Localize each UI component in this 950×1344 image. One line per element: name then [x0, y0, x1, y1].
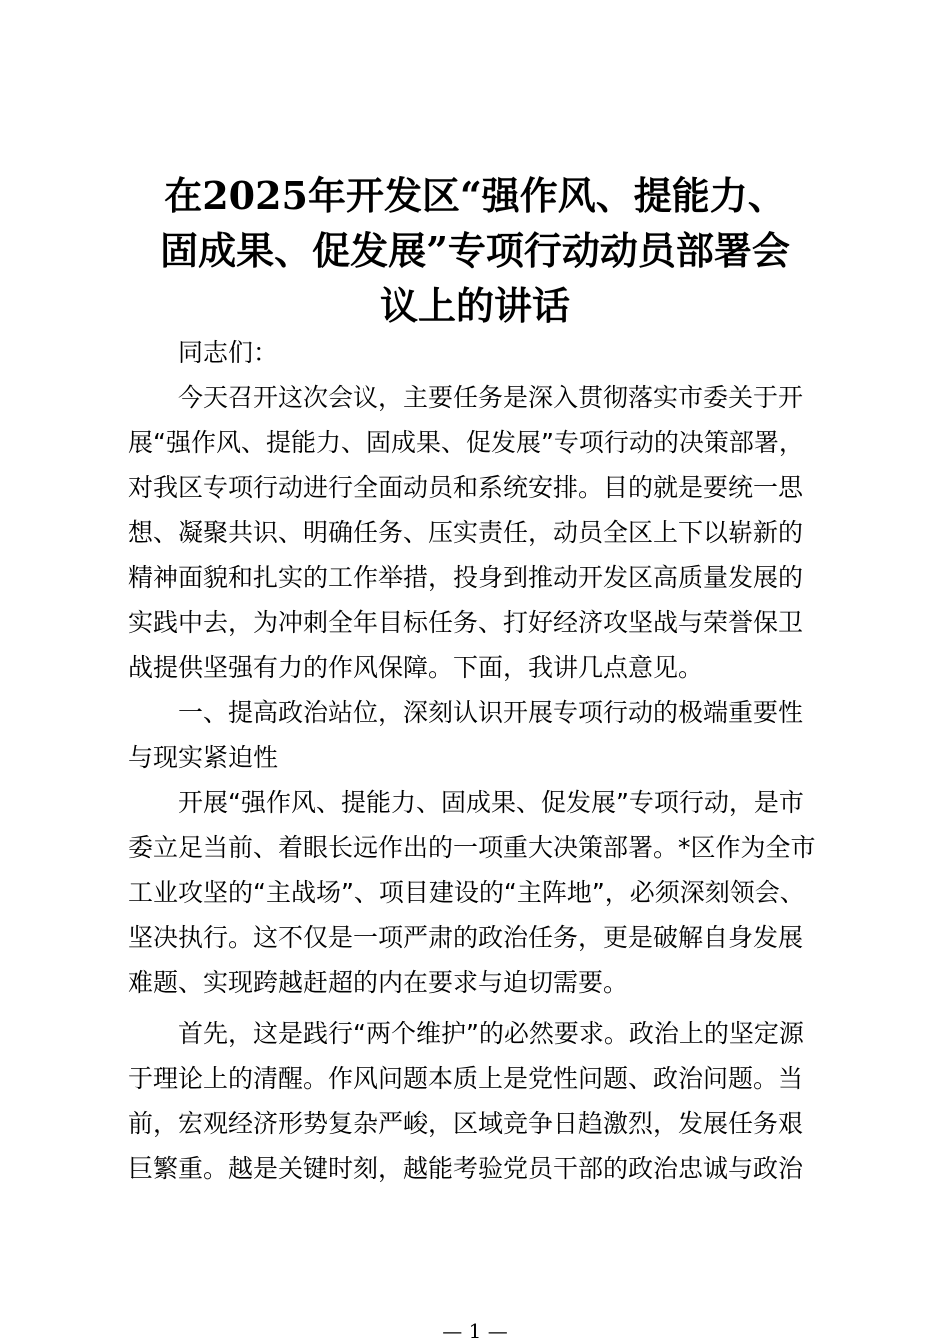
- paragraph-line: 开展“强作风、提能力、固成果、促发展”专项行动，是市: [178, 788, 804, 817]
- paragraph-line: 实践中去，为冲刺全年目标任务、打好经济攻坚战与荣誉保卫: [128, 608, 804, 637]
- page-number: — 1 —: [442, 1319, 508, 1343]
- salutation: 同志们：: [178, 338, 279, 367]
- paragraph-line: 对我区专项行动进行全面动员和系统安排。目的就是要统一思: [128, 473, 804, 502]
- paragraph-line: 于理论上的清醒。作风问题本质上是党性问题、政治问题。当: [128, 1064, 804, 1093]
- paragraph-line: 精神面貌和扎实的工作举措，投身到推动开发区高质量发展的: [128, 563, 804, 592]
- paragraph-line: 今天召开这次会议，主要任务是深入贯彻落实市委关于开: [178, 383, 804, 412]
- paragraph-intro: [128, 375, 828, 690]
- paragraph-line: 工业攻坚的“主战场”、项目建设的“主阵地”，必须深刻领会、: [128, 878, 805, 907]
- paragraph-line: 想、凝聚共识、明确任务、压实责任，动员全区上下以崭新的: [128, 518, 804, 547]
- paragraph-line: 委立足当前、着眼长远作出的一项重大决策部署。*区作为全市: [128, 833, 816, 862]
- paragraph-line: 坚决执行。这不仅是一项严肃的政治任务，更是破解自身发展: [128, 923, 804, 952]
- paragraph-2: [128, 780, 828, 1005]
- document-body: [128, 330, 828, 1191]
- paragraph-line: 难题、实现跨越赶超的内在要求与迫切需要。: [128, 968, 629, 997]
- paragraph-line: 展“强作风、提能力、固成果、促发展”专项行动的决策部署，: [128, 428, 804, 457]
- paragraph-line: 前，宏观经济形势复杂严峻，区域竞争日趋激烈，发展任务艰: [128, 1109, 804, 1138]
- paragraph-line: 战提供坚强有力的作风保障。下面，我讲几点意见。: [128, 653, 704, 682]
- section-heading-1: [128, 690, 828, 780]
- title-line: 议上的讲话: [379, 283, 570, 328]
- title-line: 在2025年开发区“强作风、提能力、: [164, 173, 786, 218]
- title-line: 固成果、促发展”专项行动动员部署会: [160, 228, 790, 273]
- paragraph-line: 首先，这是践行“两个维护”的必然要求。政治上的坚定源: [178, 1019, 804, 1048]
- heading-line: 一、提高政治站位，深刻认识开展专项行动的极端重要性: [178, 698, 804, 727]
- paragraph-line: 巨繁重。越是关键时刻，越能考验党员干部的政治忠诚与政治: [128, 1154, 804, 1183]
- paragraph-3: [128, 1011, 828, 1191]
- heading-line: 与现实紧迫性: [128, 743, 279, 772]
- document-title: [110, 168, 840, 333]
